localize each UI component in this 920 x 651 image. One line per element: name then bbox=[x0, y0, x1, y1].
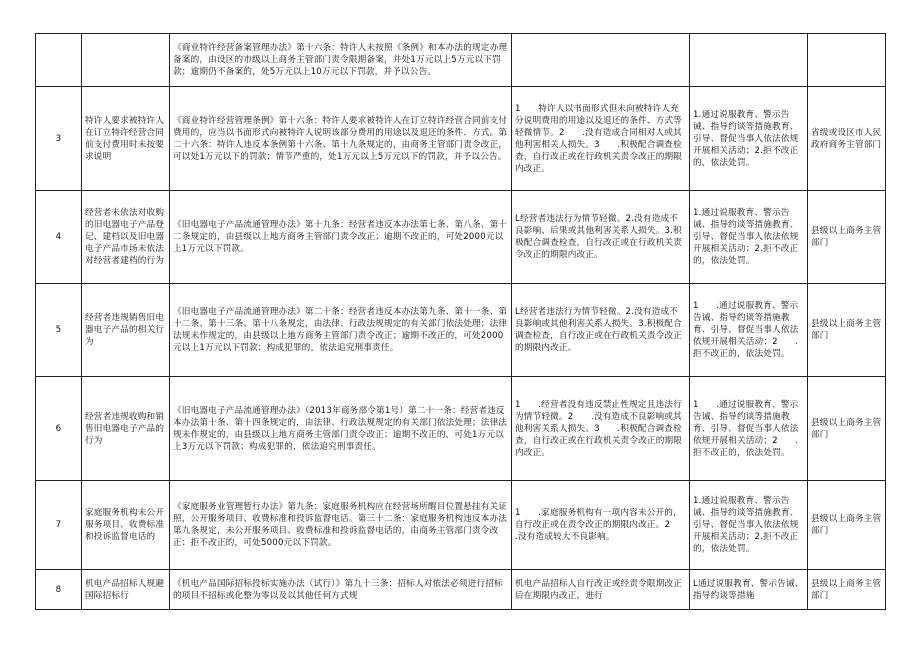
table-row bbox=[36, 87, 886, 191]
row-number: 8 bbox=[36, 570, 82, 610]
circumstance: 1 特许人以书面形式但未向被特许人充分说明费用的用途以及退还的条件、方式等轻微情节。2 .没有造成合同相对人或其他利害相关人损失。3 .积极配合调查检查，自行改正或在行政机关责令改正的期限内改正。 bbox=[512, 87, 690, 191]
violation-subject: 机电产品招标人规避国际招标行 bbox=[82, 570, 170, 610]
legal-basis: 《商业特许经营备案管理办法》第十六条：特许人未按照《条例》和本办法的规定办理备案的，由设区的市级以上商务主管部门责令限期备案，并处1万元以上5万元以下罚款；逾期仍不备案的，处5万元以上10万元以下罚款，并予以公告。 bbox=[170, 34, 512, 87]
legal-basis: 《旧电器电子产品流通管理办法》第十九条：经营者违反本办法第七条、第八条、第十二条规定的，由县级以上地方商务主管部门责令改正；逾期不改正的，可处2000元以上1万元以下罚款。 bbox=[170, 191, 512, 284]
violation-subject: 经营者未依法对收购的旧电器电子产品登记、建档以及旧电器电子产品市场未依法对经营者建档的行为 bbox=[82, 191, 170, 284]
row-number bbox=[36, 34, 82, 87]
violation-subject: 经营者违规收购和销售旧电器电子产品的行为 bbox=[82, 377, 170, 481]
measure: L通过说服教育、警示告诫、指导约谈等措施 bbox=[690, 570, 808, 610]
measures-table bbox=[35, 33, 886, 610]
row-number: 7 bbox=[36, 481, 82, 570]
circumstance: 1 .经营者没有违反禁止性规定且违法行为情节轻微。2 .没有造成不良影响或其他利害关系人损失。3 .积极配合调查检查，自行改正或在行政机关责令改正的期限内改正。 bbox=[512, 377, 690, 481]
circumstance: 1 .家庭服务机构有一项内容未公开的，自行改正或在责令改正的期限内改正。2 .没有造成较大不良影响。 bbox=[512, 481, 690, 570]
circumstance: 机电产品招标人自行改正或经责令限期改正后在期限内改正，进行 bbox=[512, 570, 690, 610]
row-number: 3 bbox=[36, 87, 82, 191]
violation-subject: 家庭服务机构未公开服务项目、收费标准和投诉监督电话的 bbox=[82, 481, 170, 570]
violation-subject: 经营者违规销售旧电器电子产品的相关行为 bbox=[82, 284, 170, 377]
table-row bbox=[36, 570, 886, 610]
table-row bbox=[36, 481, 886, 570]
authority: 县级以上商务主管部门 bbox=[808, 191, 886, 284]
authority: 县级以上商务主管部门 bbox=[808, 570, 886, 610]
measure: 1.通过说服教育、警示告诫、指导约谈等措施教育、引导、督促当事人依法依规开展相关活动；2.拒不改正的，依法处罚。 bbox=[690, 87, 808, 191]
violation-subject bbox=[82, 34, 170, 87]
authority: 县级以上商务主管部门 bbox=[808, 284, 886, 377]
row-number: 4 bbox=[36, 191, 82, 284]
authority bbox=[808, 34, 886, 87]
legal-basis: 《旧电器电子产品流通管理办法》（2013年商务部令第1号）第二十一条：经营者违反本办法第十条、第十四条规定的，由法律、行政法规规定的有关部门依法处理；法律法规未作规定的，由县级以上地方商务主管部门责令改正；逾期不改正的，可处1万元以上3万元以下罚款；构成犯罪的，依法追究刑事责任。 bbox=[170, 377, 512, 481]
row-number: 5 bbox=[36, 284, 82, 377]
measure: 1 .通过说服教育、警示告诫、指导约谈等措施教育、引导、督促当事人依法依规开展相关活动；2 .拒不改正的，依法处罚。 bbox=[690, 377, 808, 481]
measure: 1 .通过说服教育、警示告诫、指导约谈等措施教育、引导、督促当事人依法依规开展相关活动；2 .拒不改正的，依法处罚。 bbox=[690, 284, 808, 377]
table-row bbox=[36, 284, 886, 377]
authority: 县级以上商务主管部门 bbox=[808, 481, 886, 570]
table-row bbox=[36, 191, 886, 284]
circumstance: L经营者违法行为情节轻微。2.没有造成不良影响、后果或其他利害关系人损失。3.积极配合调查检查，自行改正或在行政机关责令改正的期限内改正。 bbox=[512, 191, 690, 284]
legal-basis: 《商业特许经营管理条例》第十六条：特许人要求被特许人在订立特许经营合同前支付费用的，应当以书面形式向被特许人说明该部分费用的用途以及退还的条件、方式。第二十六条：特许人违反本条例第十六条、第十九条规定的，由商务主管部门责令改正，可以处1万元以下的罚款；情节严重的，处1万元以上5万元以下的罚款，并予以公告。 bbox=[170, 87, 512, 191]
measure: 1.通过说服教育、警示告诫、指导约谈等措施教育、引导、督促当事人依法依规开展相关活动；2.拒不改正的，依法处罚。 bbox=[690, 481, 808, 570]
authority: 省级或设区市人民政府商务主管部门 bbox=[808, 87, 886, 191]
legal-basis: 《家庭服务业管理暂行办法》第九条：家庭服务机构应在经营场所醒目位置悬挂有关证照，公开服务项目、收费标准和投诉监督电话。第三十二条：家庭服务机构违反本办法第九条规定，未公开服务项目、收费标准和投诉监督电话的，由商务主管部门责令改正；拒不改正的，可处5000元以下罚款。 bbox=[170, 481, 512, 570]
circumstance bbox=[512, 34, 690, 87]
table-row bbox=[36, 34, 886, 87]
row-number: 6 bbox=[36, 377, 82, 481]
measure bbox=[690, 34, 808, 87]
measure: 1.通过说服教育、警示告诫、指导约谈等措施教育、引导、督促当事人依法依规开展相关活动；2.拒不改正的，依法处罚。 bbox=[690, 191, 808, 284]
circumstance: L经营者违法行为情节轻微。2.没有造成不良影响或其他利害关系人损失。3.积极配合调查检查，自行改正或在行政机关责令改正的期限内改正。 bbox=[512, 284, 690, 377]
table-row bbox=[36, 377, 886, 481]
authority: 县级以上商务主管部门 bbox=[808, 377, 886, 481]
violation-subject: 特许人要求被特许人在订立特许经营合同前支付费用时未按要求说明 bbox=[82, 87, 170, 191]
legal-basis: 《机电产品国际招标投标实施办法（试行）》第九十三条：招标人对依法必须进行招标的项目不招标或化整为零以及以其他任何方式规 bbox=[170, 570, 512, 610]
legal-basis: 《旧电器电子产品流通管理办法》第二十条：经营者违反本办法第九条、第十一条、第十二条、第十三条、第十八条规定，由法律、行政法规规定的有关部门依法处理；法律法规未作规定的，由县级以上地方商务主管部门责令改正；逾期不改正的，可处2000元以上1万元以下罚款；构成犯罪的，依法追究刑事责任。 bbox=[170, 284, 512, 377]
